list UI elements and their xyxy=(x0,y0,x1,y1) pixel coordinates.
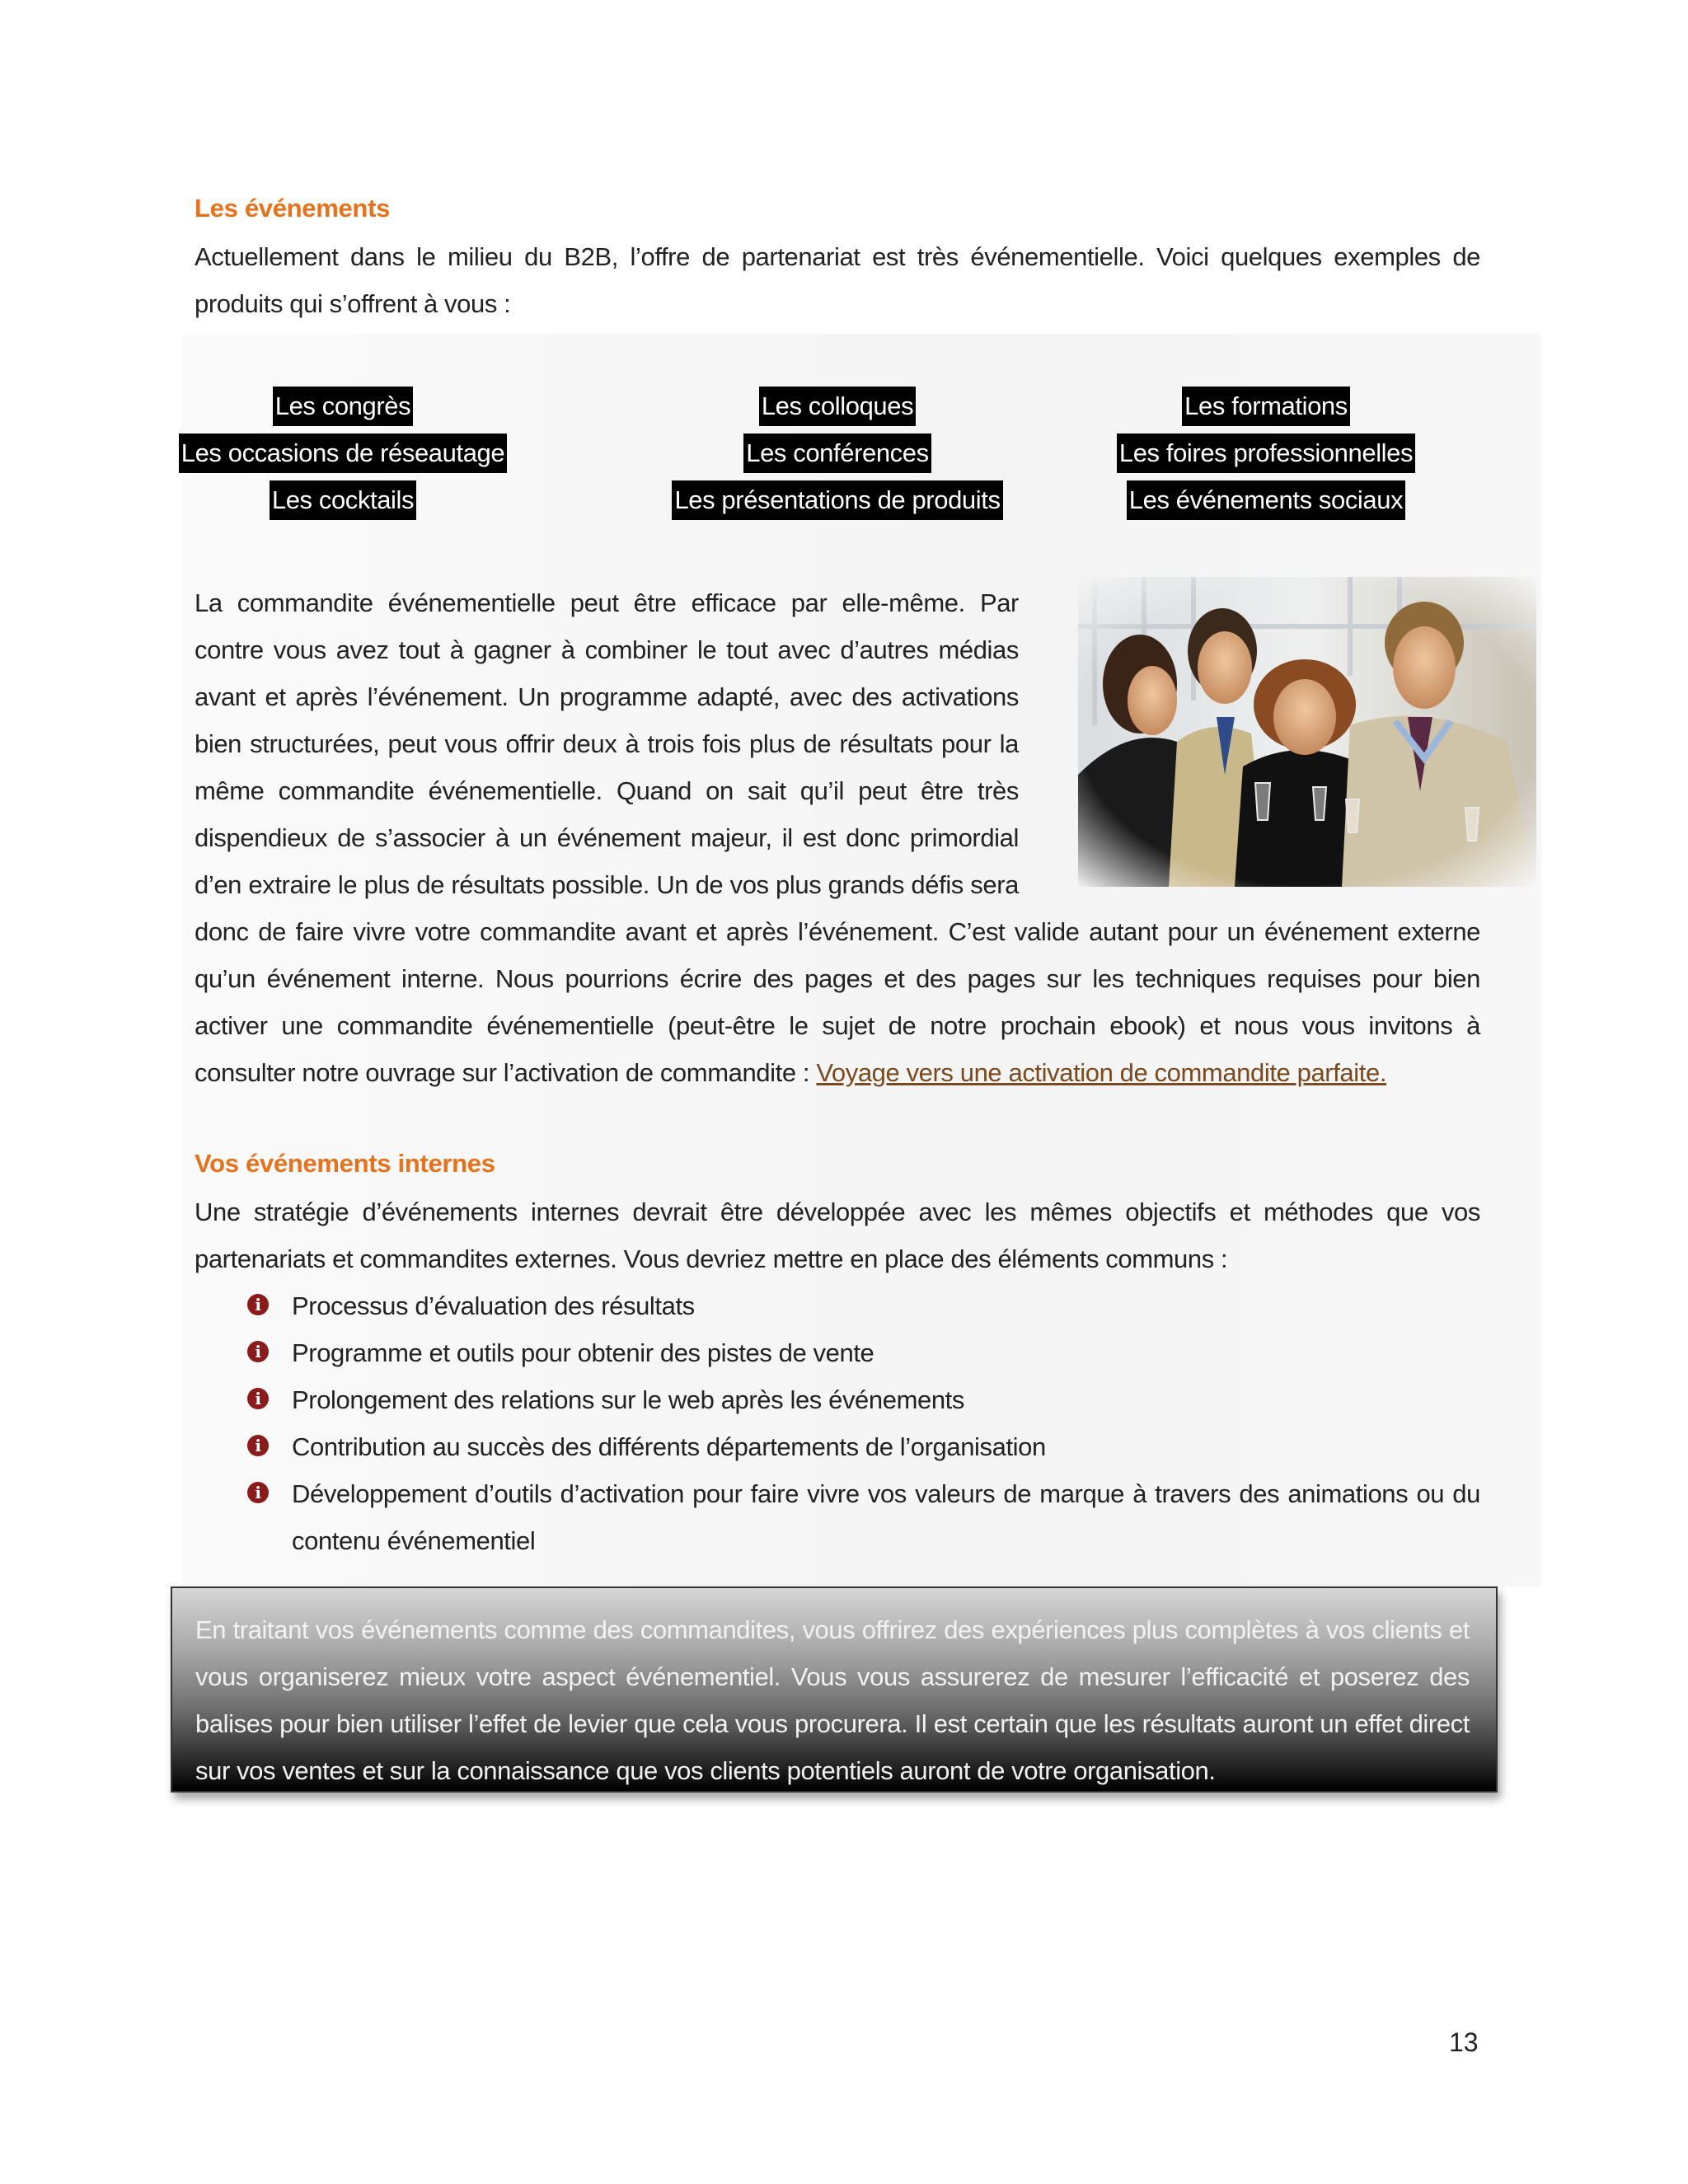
section-heading-events: Les événements xyxy=(195,194,391,223)
callout-text: En traitant vos événements comme des commandites, vous offrirez des expériences plus complètes à vos clients et vous organiserez mieux votre aspect événementiel. Vous vous assurerez de mesurer l’efficacité et poserez des balises pour bien utiliser l’effet de levier que cela vous procurera. Il est certain que les résultats auront un effet direct sur vos ventes et sur la connaissance que vos clients potentiels auront de votre organisation. xyxy=(195,1615,1470,1785)
page-content xyxy=(181,194,1480,1564)
internal-events-intro: Une stratégie d’événements internes devrait être développée avec les mêmes objectifs et méthodes que vos partenariats et commandites externes. Vous devriez mettre en place des éléments communs : xyxy=(195,1197,1480,1273)
info-bullet-icon: i xyxy=(247,1435,269,1456)
product-tag: Les colloques xyxy=(759,387,916,426)
callout-box xyxy=(171,1586,1498,1793)
events-intro: Actuellement dans le milieu du B2B, l’offre de partenariat est très événementielle. Voici quelques exemples de produits qui s’offrent à vous : xyxy=(195,242,1480,318)
events-body-text-content: La commandite événementielle peut être efficace par elle-même. Par contre vous avez tout à gagner à combiner le tout avec d’autres médias avant et après l’événement. Un programme adapté, avec des activations bien structurées, peut vous offrir deux à trois fois plus de résultats pour la même commandite événementielle. Quand on sait qu’il peut être très dispendieux de s’associer à un événement majeur, il est donc primordial d’en extraire le plus de résultats possible. Un de vos plus grands défis sera donc de faire vivre votre commandite avant et après l’événement. C’est valide autant pour un événement externe qu’un événement interne. Nous pourrions écrire des pages et des pages sur les techniques requises pour bien activer une commandite événementielle (peut-être le sujet de notre prochain ebook) et nous vous invitons à consulter notre ouvrage sur l’activation de commandite : xyxy=(195,588,1480,1087)
product-tag: Les conférences xyxy=(743,434,931,473)
info-bullet-icon: i xyxy=(247,1388,269,1409)
list-item xyxy=(247,1329,1480,1376)
list-item-text: Contribution au succès des différents départements de l’organisation xyxy=(292,1432,1046,1461)
product-tag: Les congrès xyxy=(273,387,413,426)
event-photo xyxy=(1068,567,1546,897)
list-item xyxy=(247,1282,1480,1329)
section-heading-internal-events: Vos événements internes xyxy=(195,1149,495,1178)
list-item xyxy=(247,1470,1480,1564)
people-toasting-image xyxy=(1078,577,1536,887)
info-bullet-icon: i xyxy=(247,1294,269,1315)
activation-guide-link[interactable]: Voyage vers une activation de commandite parfaite. xyxy=(816,1058,1387,1087)
list-item xyxy=(247,1376,1480,1423)
product-tag: Les foires professionnelles xyxy=(1117,434,1415,473)
product-tag: Les occasions de réseautage xyxy=(179,434,507,473)
list-item-text: Prolongement des relations sur le web après les événements xyxy=(292,1385,964,1414)
product-tag: Les formations xyxy=(1182,387,1350,426)
info-bullet-icon: i xyxy=(247,1482,269,1503)
internal-events-list xyxy=(195,1282,1480,1564)
event-products-grid xyxy=(181,387,1480,520)
product-tag: Les présentations de produits xyxy=(672,480,1002,520)
list-item-text: Processus d’évaluation des résultats xyxy=(292,1291,695,1320)
list-item-text: Programme et outils pour obtenir des pistes de vente xyxy=(292,1338,874,1367)
info-bullet-icon: i xyxy=(247,1341,269,1362)
list-item-text: Développement d’outils d’activation pour faire vivre vos valeurs de marque à travers des animations ou du contenu événementiel xyxy=(292,1479,1480,1555)
product-tag: Les cocktails xyxy=(270,480,416,520)
list-item xyxy=(247,1423,1480,1470)
product-tag: Les événements sociaux xyxy=(1127,480,1405,520)
page-number: 13 xyxy=(1449,2027,1479,2057)
